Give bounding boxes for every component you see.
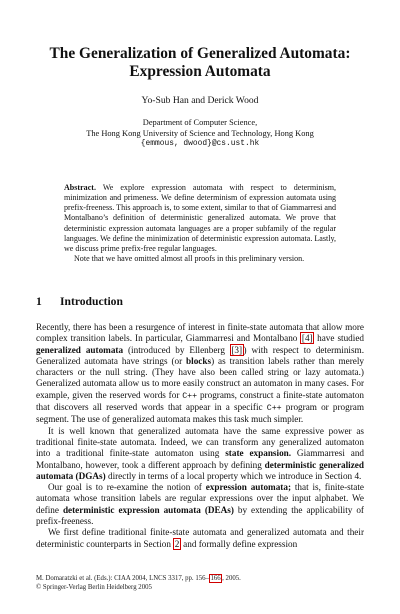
text-run: It is well known that generalized automata have the same expressive power as traditional finite-state automata. Indeed, we can transform any generalized automaton into a traditional finite-state automaton using [36, 425, 364, 459]
text-run: (introduced by Ellenberg [123, 344, 230, 355]
text-run: that is, finite-state automata whose transition labels are regular expressions over the input alphabet. We define [36, 482, 364, 515]
affiliation-email: {emmous, dwood}@cs.ust.hk [140, 139, 260, 149]
text-run: M. Domaratzki et al. (Eds.): CIAA 2004, LNCS 3317, pp. 156– [36, 575, 209, 582]
bold-term: generalized automata [36, 344, 124, 355]
bold-term: deterministic expression automata (DEAs) [62, 504, 234, 515]
text-run: Giammarresi and Montalbano, however, took a different approach by defining [36, 448, 365, 470]
page-footer [36, 575, 241, 592]
abstract-text: We explore expression automata with respect to determinism, minimization and primeness. We define determinism of expression automata using prefix-freeness. This approach is, to some extent, similar to that of Giammarresi and Montalbano’s definition of deterministic generalized automata. We prove that deterministic expression automata languages are a proper subfamily of the regular languages. We define the minimization of deterministic expression automata. Lastly, we discuss prime prefix-free regular languages. [64, 183, 336, 253]
bold-term: blocks [186, 355, 212, 366]
text-run: ) with respect to determinism. Generalized automata have strings (or [36, 344, 364, 366]
abstract [64, 183, 336, 264]
abstract-label: Abstract. [64, 183, 96, 192]
bold-term: deterministic generalized automata (DGAs) [36, 459, 364, 481]
citation-link[interactable]: [4] [301, 333, 313, 344]
affiliation [20, 118, 380, 150]
paper-title [20, 45, 380, 81]
text-run: ) as transition labels rather than merely characters or the null string. (They have also been called string or lazy automata.) Generalized automata allow us to more easily construct an automaton in many cases. For example, given the reserved words for [36, 355, 364, 400]
title-line-1: The Generalization of Generalized Automata: [49, 45, 351, 62]
body-paragraph-2 [36, 426, 364, 482]
title-line-2: Expression Automata [129, 63, 271, 80]
affiliation-univ: The Hong Kong University of Science and Technology, Hong Kong [86, 128, 314, 138]
author-names: Yo-Sub Han and Derick Wood [141, 95, 259, 106]
text-run: . [359, 470, 362, 481]
section-heading [36, 295, 123, 308]
affiliation-dept: Department of Computer Science, [142, 118, 258, 127]
body-paragraph-4 [36, 527, 364, 550]
code-term: C++ [182, 391, 198, 401]
text-run: Our goal is to re-examine the notion of [48, 482, 206, 493]
footer-citation [36, 575, 241, 584]
body-paragraph-1 [36, 322, 364, 426]
text-run: by extending the applicability of prefix-freeness. [36, 504, 364, 527]
body-text [36, 322, 364, 550]
section-number: 1 [36, 295, 42, 308]
text-run: directly in terms of a local property which we introduce in Section [105, 470, 355, 481]
citation-link[interactable]: [3] [231, 344, 243, 355]
text-run: and formally define expression [180, 538, 298, 549]
text-run: programs, construct a finite-state automaton that discovers all reserved words that appear in a specific [36, 389, 365, 413]
page-range-link[interactable]: 166 [210, 575, 221, 582]
text-run: program or program segment. The use of generalized automata makes this task much simpler. [36, 402, 364, 425]
section-title: Introduction [60, 295, 123, 308]
section-link[interactable]: 4 [354, 470, 360, 481]
text-run: We first define traditional finite-state automata and generalized automata and their deterministic counterparts in Section [36, 527, 364, 549]
code-term: C++ [266, 404, 282, 414]
body-paragraph-3 [36, 482, 364, 527]
abstract-note: Note that we have omitted almost all proofs in this preliminary version. [74, 254, 305, 264]
text-run: , 2005. [222, 575, 241, 582]
bold-term: state expansion. [225, 448, 292, 459]
section-link[interactable]: 2 [174, 538, 180, 549]
abstract-paragraph [64, 183, 336, 254]
text-run: Recently, there has been a resurgence of interest in finite-state automata that allow more complex transition labels. In particular, Giammarresi and Montalbano [36, 322, 364, 344]
footer-copyright: © Springer-Verlag Berlin Heidelberg 2005 [36, 583, 152, 591]
text-run: have studied [314, 333, 364, 344]
bold-term: expression automata; [205, 482, 292, 493]
